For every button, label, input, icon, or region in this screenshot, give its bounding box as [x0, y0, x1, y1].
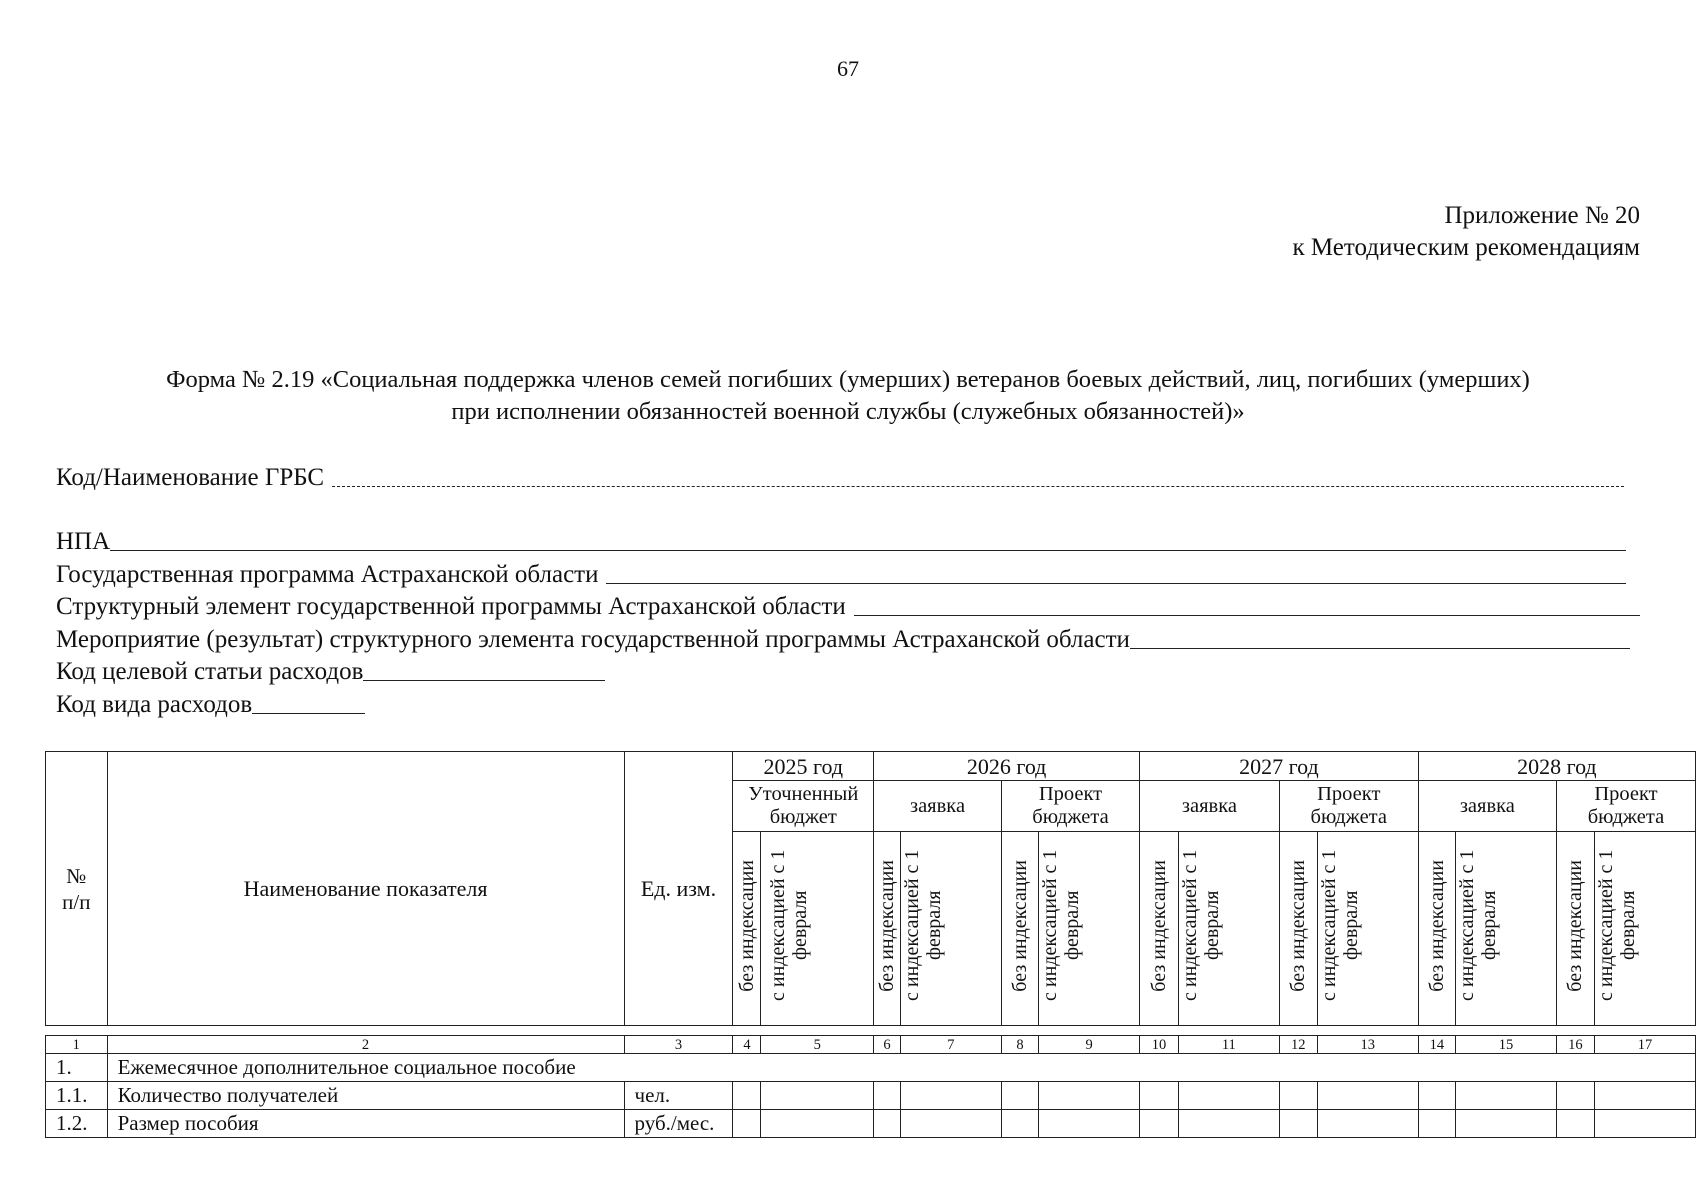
field-expense-code	[56, 686, 1640, 719]
header-c15	[1455, 832, 1556, 1026]
row-section-name: Ежемесячное дополнительное социальное пособие	[107, 1054, 1695, 1082]
field-npa	[56, 524, 1626, 557]
field-expense-code-label: Код вида расходов	[56, 690, 253, 718]
field-expense-code-blank[interactable]	[252, 691, 365, 714]
column-numbers-row	[46, 1036, 1696, 1054]
row-name: Размер пособия	[107, 1110, 624, 1138]
col-number: 5	[761, 1036, 874, 1054]
field-program-label: Государственная программа Астраханской области	[56, 560, 599, 588]
header-c11-text: с индексацией с 1 февраля	[1178, 849, 1223, 1002]
cell-c12[interactable]	[1279, 1110, 1317, 1138]
header-year-2025: 2025 год	[733, 752, 874, 781]
cell-c8[interactable]	[1001, 1082, 1038, 1110]
header-c6	[874, 832, 901, 1026]
header-2028-draft: Проект бюджета	[1556, 781, 1695, 832]
header-c13	[1317, 832, 1418, 1026]
cell-c10[interactable]	[1140, 1082, 1179, 1110]
header-c9	[1039, 832, 1140, 1026]
cell-c9[interactable]	[1039, 1110, 1140, 1138]
cell-c5[interactable]	[761, 1110, 874, 1138]
indicator-table	[45, 751, 1696, 1138]
field-target-code-label: Код целевой статьи расходов	[56, 658, 364, 685]
col-number: 7	[900, 1036, 1001, 1054]
header-c12-text: без индексации	[1287, 859, 1310, 992]
cell-c13[interactable]	[1317, 1110, 1418, 1138]
header-2027-draft: Проект бюджета	[1279, 781, 1418, 832]
header-2027-request: заявка	[1140, 781, 1280, 832]
col-number: 16	[1556, 1036, 1594, 1054]
row-name: Количество получателей	[107, 1082, 624, 1110]
row-num: 1.	[46, 1054, 108, 1082]
col-number: 14	[1418, 1036, 1455, 1054]
col-number: 17	[1594, 1036, 1695, 1054]
header-2025-refined: Уточненный бюджет	[733, 781, 874, 832]
row-unit: руб./мес.	[624, 1110, 733, 1138]
field-grbs-blank[interactable]	[332, 464, 1624, 487]
cell-c8[interactable]	[1001, 1110, 1038, 1138]
appendix-reference	[1292, 200, 1640, 264]
cell-c12[interactable]	[1279, 1082, 1317, 1110]
header-year-2026: 2026 год	[874, 752, 1140, 781]
header-2026-draft: Проект бюджета	[1001, 781, 1139, 832]
cell-c11[interactable]	[1178, 1082, 1279, 1110]
field-event	[56, 621, 1630, 654]
header-c6-text: без индексации	[876, 859, 899, 992]
header-c16	[1556, 832, 1594, 1026]
header-c8-text: без индексации	[1008, 859, 1031, 992]
header-c13-text: с индексацией с 1 февраля	[1317, 849, 1362, 1002]
field-program-blank[interactable]	[606, 561, 1626, 584]
row-unit: чел.	[624, 1082, 733, 1110]
cell-c9[interactable]	[1039, 1082, 1140, 1110]
form-title-line-1: Форма № 2.19 «Социальная поддержка членов семей погибших (умерших) ветеранов боевых действий, лиц, погибших (умерших)	[166, 366, 1530, 393]
col-number: 6	[874, 1036, 901, 1054]
page-number: 67	[837, 56, 859, 81]
col-number: 9	[1039, 1036, 1140, 1054]
header-c5-text: с индексацией с 1 февраля	[767, 849, 812, 1002]
form-fields	[56, 459, 1640, 719]
header-year-2027: 2027 год	[1140, 752, 1419, 781]
cell-c14[interactable]	[1418, 1082, 1455, 1110]
col-number: 1	[46, 1036, 108, 1054]
header-c4-text: без индексации	[735, 859, 758, 992]
header-c11	[1178, 832, 1279, 1026]
cell-c10[interactable]	[1140, 1110, 1179, 1138]
cell-c14[interactable]	[1418, 1110, 1455, 1138]
cell-c6[interactable]	[874, 1082, 901, 1110]
cell-c17[interactable]	[1594, 1082, 1695, 1110]
col-number: 15	[1455, 1036, 1556, 1054]
field-npa-label: НПА	[56, 528, 111, 555]
header-num-text: № п/п	[62, 863, 91, 914]
appendix-line-1: Приложение № 20	[1444, 202, 1640, 229]
header-c16-text: без индексации	[1564, 859, 1587, 992]
header-c5	[761, 832, 874, 1026]
form-title	[50, 364, 1646, 428]
col-number: 11	[1178, 1036, 1279, 1054]
header-c10	[1140, 832, 1179, 1026]
col-number: 8	[1001, 1036, 1038, 1054]
field-structural-label: Структурный элемент государственной программы Астраханской области	[56, 593, 846, 620]
header-unit: Ед. изм.	[624, 752, 733, 1026]
indicator-table-wrapper	[45, 751, 1696, 1138]
field-event-blank[interactable]	[1130, 626, 1630, 649]
cell-c11[interactable]	[1178, 1110, 1279, 1138]
field-structural	[56, 589, 1640, 622]
cell-c6[interactable]	[874, 1110, 901, 1138]
field-program	[56, 556, 1626, 589]
cell-c16[interactable]	[1556, 1110, 1594, 1138]
header-c12	[1279, 832, 1317, 1026]
header-2028-request: заявка	[1418, 781, 1556, 832]
header-c17-text: с индексацией с 1 февраля	[1594, 849, 1639, 1002]
header-year-2028: 2028 год	[1418, 752, 1695, 781]
field-structural-blank[interactable]	[854, 593, 1640, 616]
cell-c15[interactable]	[1455, 1082, 1556, 1110]
table-row	[46, 1110, 1696, 1138]
header-c8	[1001, 832, 1038, 1026]
header-c14-text: без индексации	[1425, 859, 1448, 992]
cell-c13[interactable]	[1317, 1082, 1418, 1110]
appendix-line-2: к Методическим рекомендациям	[1292, 234, 1640, 261]
header-c4	[733, 832, 761, 1026]
col-number: 3	[624, 1036, 733, 1054]
header-num	[46, 752, 108, 1026]
table-row	[46, 1082, 1696, 1110]
header-c7	[900, 832, 1001, 1026]
col-number: 2	[107, 1036, 624, 1054]
form-title-line-2: при исполнении обязанностей военной службы (служебных обязанностей)»	[451, 398, 1245, 425]
header-c15-text: с индексацией с 1 февраля	[1455, 849, 1500, 1002]
cell-c7[interactable]	[900, 1110, 1001, 1138]
cell-c17[interactable]	[1594, 1110, 1695, 1138]
header-c14	[1418, 832, 1455, 1026]
header-name: Наименование показателя	[107, 752, 624, 1026]
cell-c4[interactable]	[733, 1110, 761, 1138]
header-c17	[1594, 832, 1695, 1026]
field-grbs	[56, 459, 1624, 492]
col-number: 12	[1279, 1036, 1317, 1054]
header-2026-request: заявка	[874, 781, 1002, 832]
header-c10-text: без индексации	[1147, 859, 1170, 992]
cell-c15[interactable]	[1455, 1110, 1556, 1138]
header-c9-text: с индексацией с 1 февраля	[1039, 849, 1084, 1002]
header-c7-text: с индексацией с 1 февраля	[900, 849, 945, 1002]
cell-c7[interactable]	[900, 1082, 1001, 1110]
cell-c5[interactable]	[761, 1082, 874, 1110]
field-grbs-label: Код/Наименование ГРБС	[56, 463, 325, 491]
field-target-code	[56, 654, 1640, 687]
field-event-label: Мероприятие (результат) структурного элемента государственной программы Астраханской области	[56, 625, 1130, 653]
cell-c4[interactable]	[733, 1082, 761, 1110]
col-number: 13	[1317, 1036, 1418, 1054]
row-num: 1.1.	[46, 1082, 108, 1110]
cell-c16[interactable]	[1556, 1082, 1594, 1110]
field-npa-blank[interactable]	[110, 528, 1626, 551]
col-number: 4	[733, 1036, 761, 1054]
row-num: 1.2.	[46, 1110, 108, 1138]
table-row	[46, 1054, 1696, 1082]
col-number: 10	[1140, 1036, 1179, 1054]
field-target-code-blank[interactable]	[363, 658, 605, 681]
